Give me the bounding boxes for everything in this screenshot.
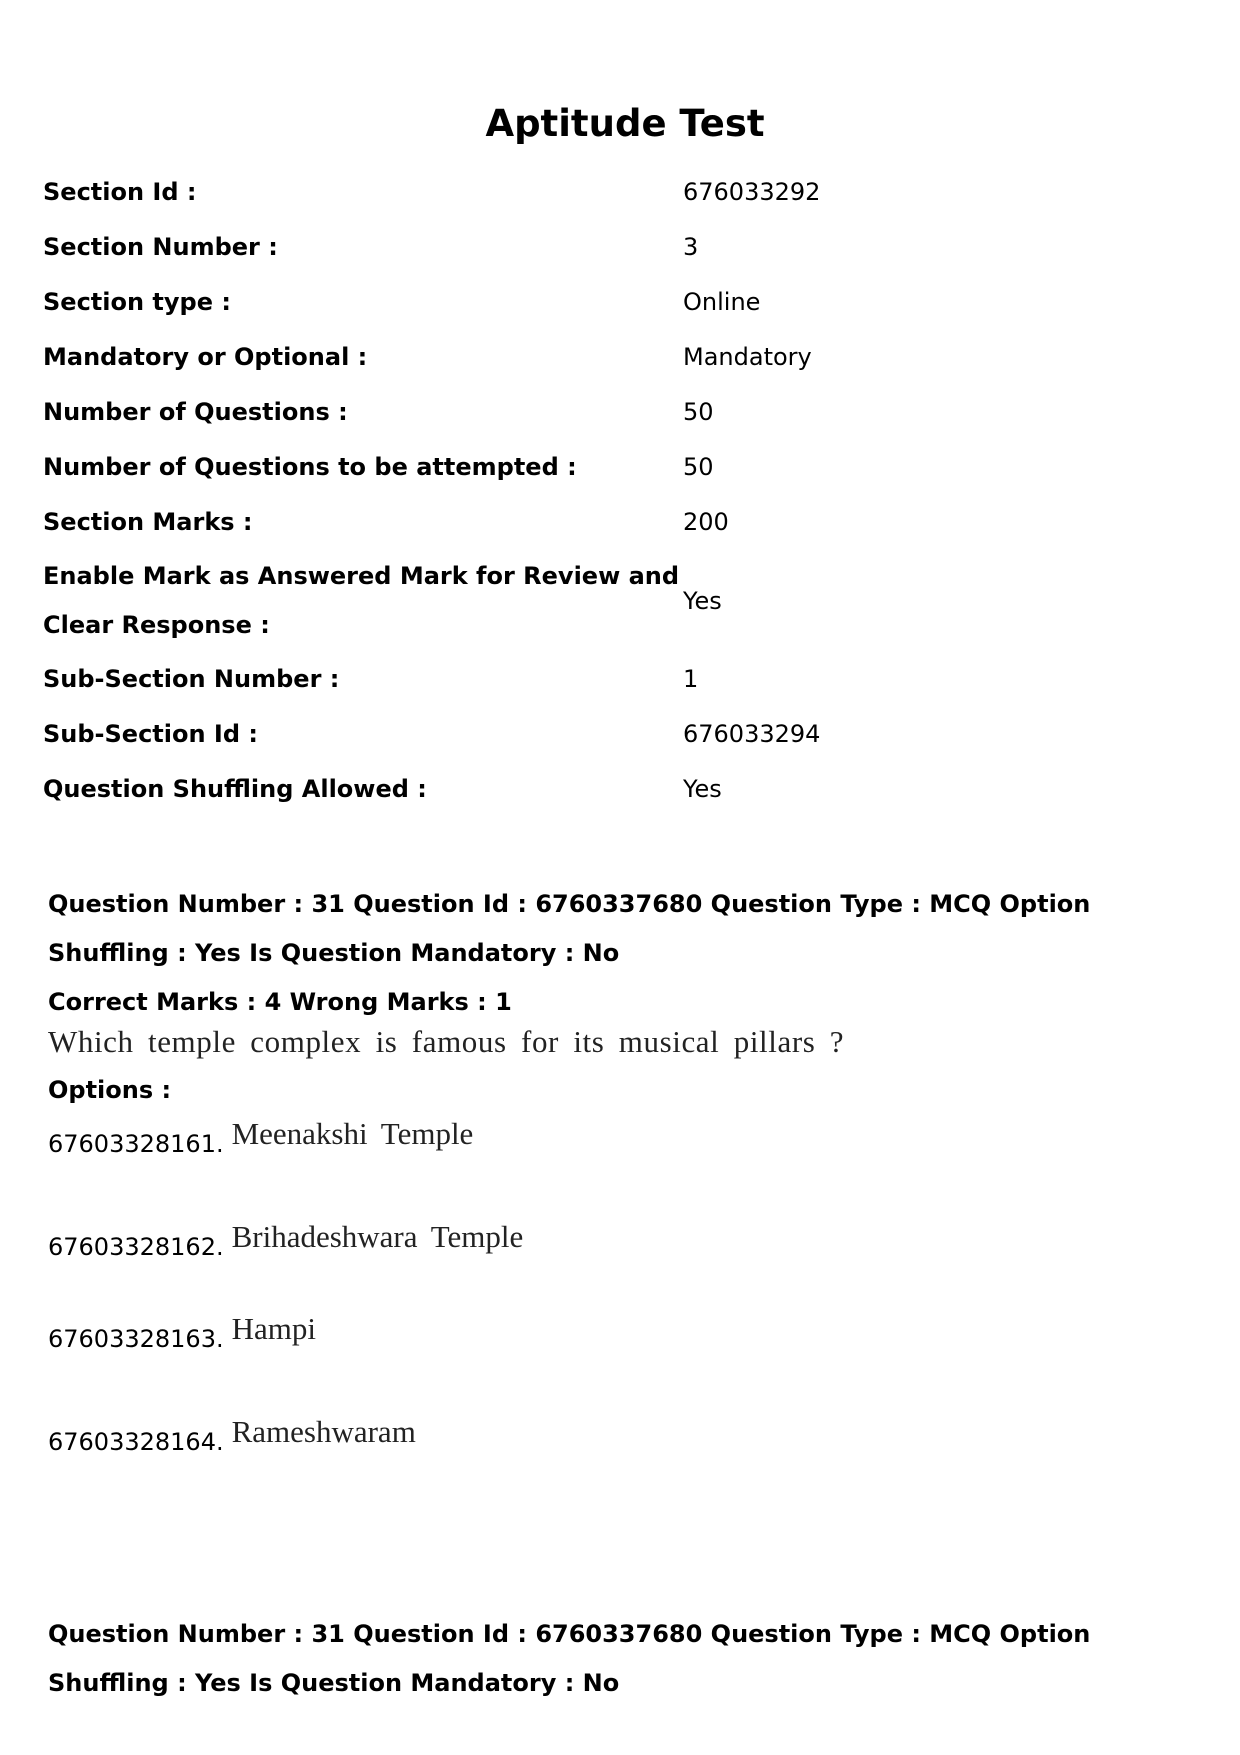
meta-value: 1 [683, 665, 699, 693]
options-list [48, 1068, 1208, 1460]
meta-label: Enable Mark as Answered Mark for Review and Clear Response : [43, 562, 680, 639]
meta-label: Mandatory or Optional : [43, 343, 368, 371]
meta-row-section-marks [43, 495, 1193, 550]
meta-label: Section Marks : [43, 508, 253, 536]
meta-row-section-type [43, 275, 1193, 330]
question-header: Question Number : 31 Question Id : 6760337680 Question Type : MCQ Option Shuffling : Yes Is Question Mandatory : No [48, 890, 1091, 967]
option-id: 67603328162. [48, 1233, 224, 1261]
meta-value: 50 [683, 398, 714, 426]
option-text: Hampi [231, 1311, 316, 1346]
meta-row-section-number [43, 220, 1193, 275]
question-marks: Correct Marks : 4 Wrong Marks : 1 [48, 988, 512, 1016]
option-id: 67603328164. [48, 1428, 224, 1456]
option-item [48, 1068, 1208, 1162]
section-details-table [43, 165, 1193, 817]
meta-label: Sub-Section Number : [43, 665, 340, 693]
option-text: Brihadeshwara Temple [231, 1219, 524, 1254]
meta-row-sub-section-id [43, 707, 1193, 762]
meta-row-sub-section-number [43, 652, 1193, 707]
meta-label: Section Id : [43, 178, 197, 206]
option-item [48, 1265, 1208, 1357]
meta-row-questions-to-attempt [43, 440, 1193, 495]
next-question-block [48, 1610, 1208, 1708]
option-item [48, 1162, 1208, 1265]
option-text: Meenakshi Temple [231, 1116, 474, 1151]
meta-value: 676033292 [683, 178, 821, 206]
question-header: Question Number : 31 Question Id : 6760337680 Question Type : MCQ Option Shuffling : Yes Is Question Mandatory : No [48, 1620, 1091, 1697]
meta-label: Section type : [43, 288, 231, 316]
meta-label: Sub-Section Id : [43, 720, 258, 748]
option-id: 67603328163. [48, 1325, 224, 1353]
option-text: Rameshwaram [231, 1414, 416, 1449]
meta-row-number-of-questions [43, 385, 1193, 440]
meta-value: Online [683, 288, 761, 316]
meta-label: Section Number : [43, 233, 278, 261]
meta-label: Question Shuffling Allowed : [43, 775, 427, 803]
meta-value: 3 [683, 233, 699, 261]
question-text: Which temple complex is famous for its musical pillars ? [48, 1024, 845, 1059]
page-title: Aptitude Test [485, 102, 765, 145]
meta-value: Yes [683, 586, 722, 615]
option-item [48, 1357, 1208, 1460]
meta-label: Number of Questions : [43, 398, 348, 426]
meta-value: 676033294 [683, 720, 821, 748]
meta-row-question-shuffling [43, 762, 1193, 817]
meta-value: 50 [683, 453, 714, 481]
options-label: Options : [48, 1076, 172, 1104]
meta-row-section-id [43, 165, 1193, 220]
meta-label: Number of Questions to be attempted : [43, 453, 577, 481]
meta-row-mandatory [43, 330, 1193, 385]
meta-row-enable-mark-review [43, 550, 1193, 652]
meta-value: 200 [683, 508, 729, 536]
meta-value: Mandatory [683, 343, 812, 371]
option-id: 67603328161. [48, 1130, 224, 1158]
meta-value: Yes [683, 775, 722, 803]
question-block [48, 880, 1208, 1460]
